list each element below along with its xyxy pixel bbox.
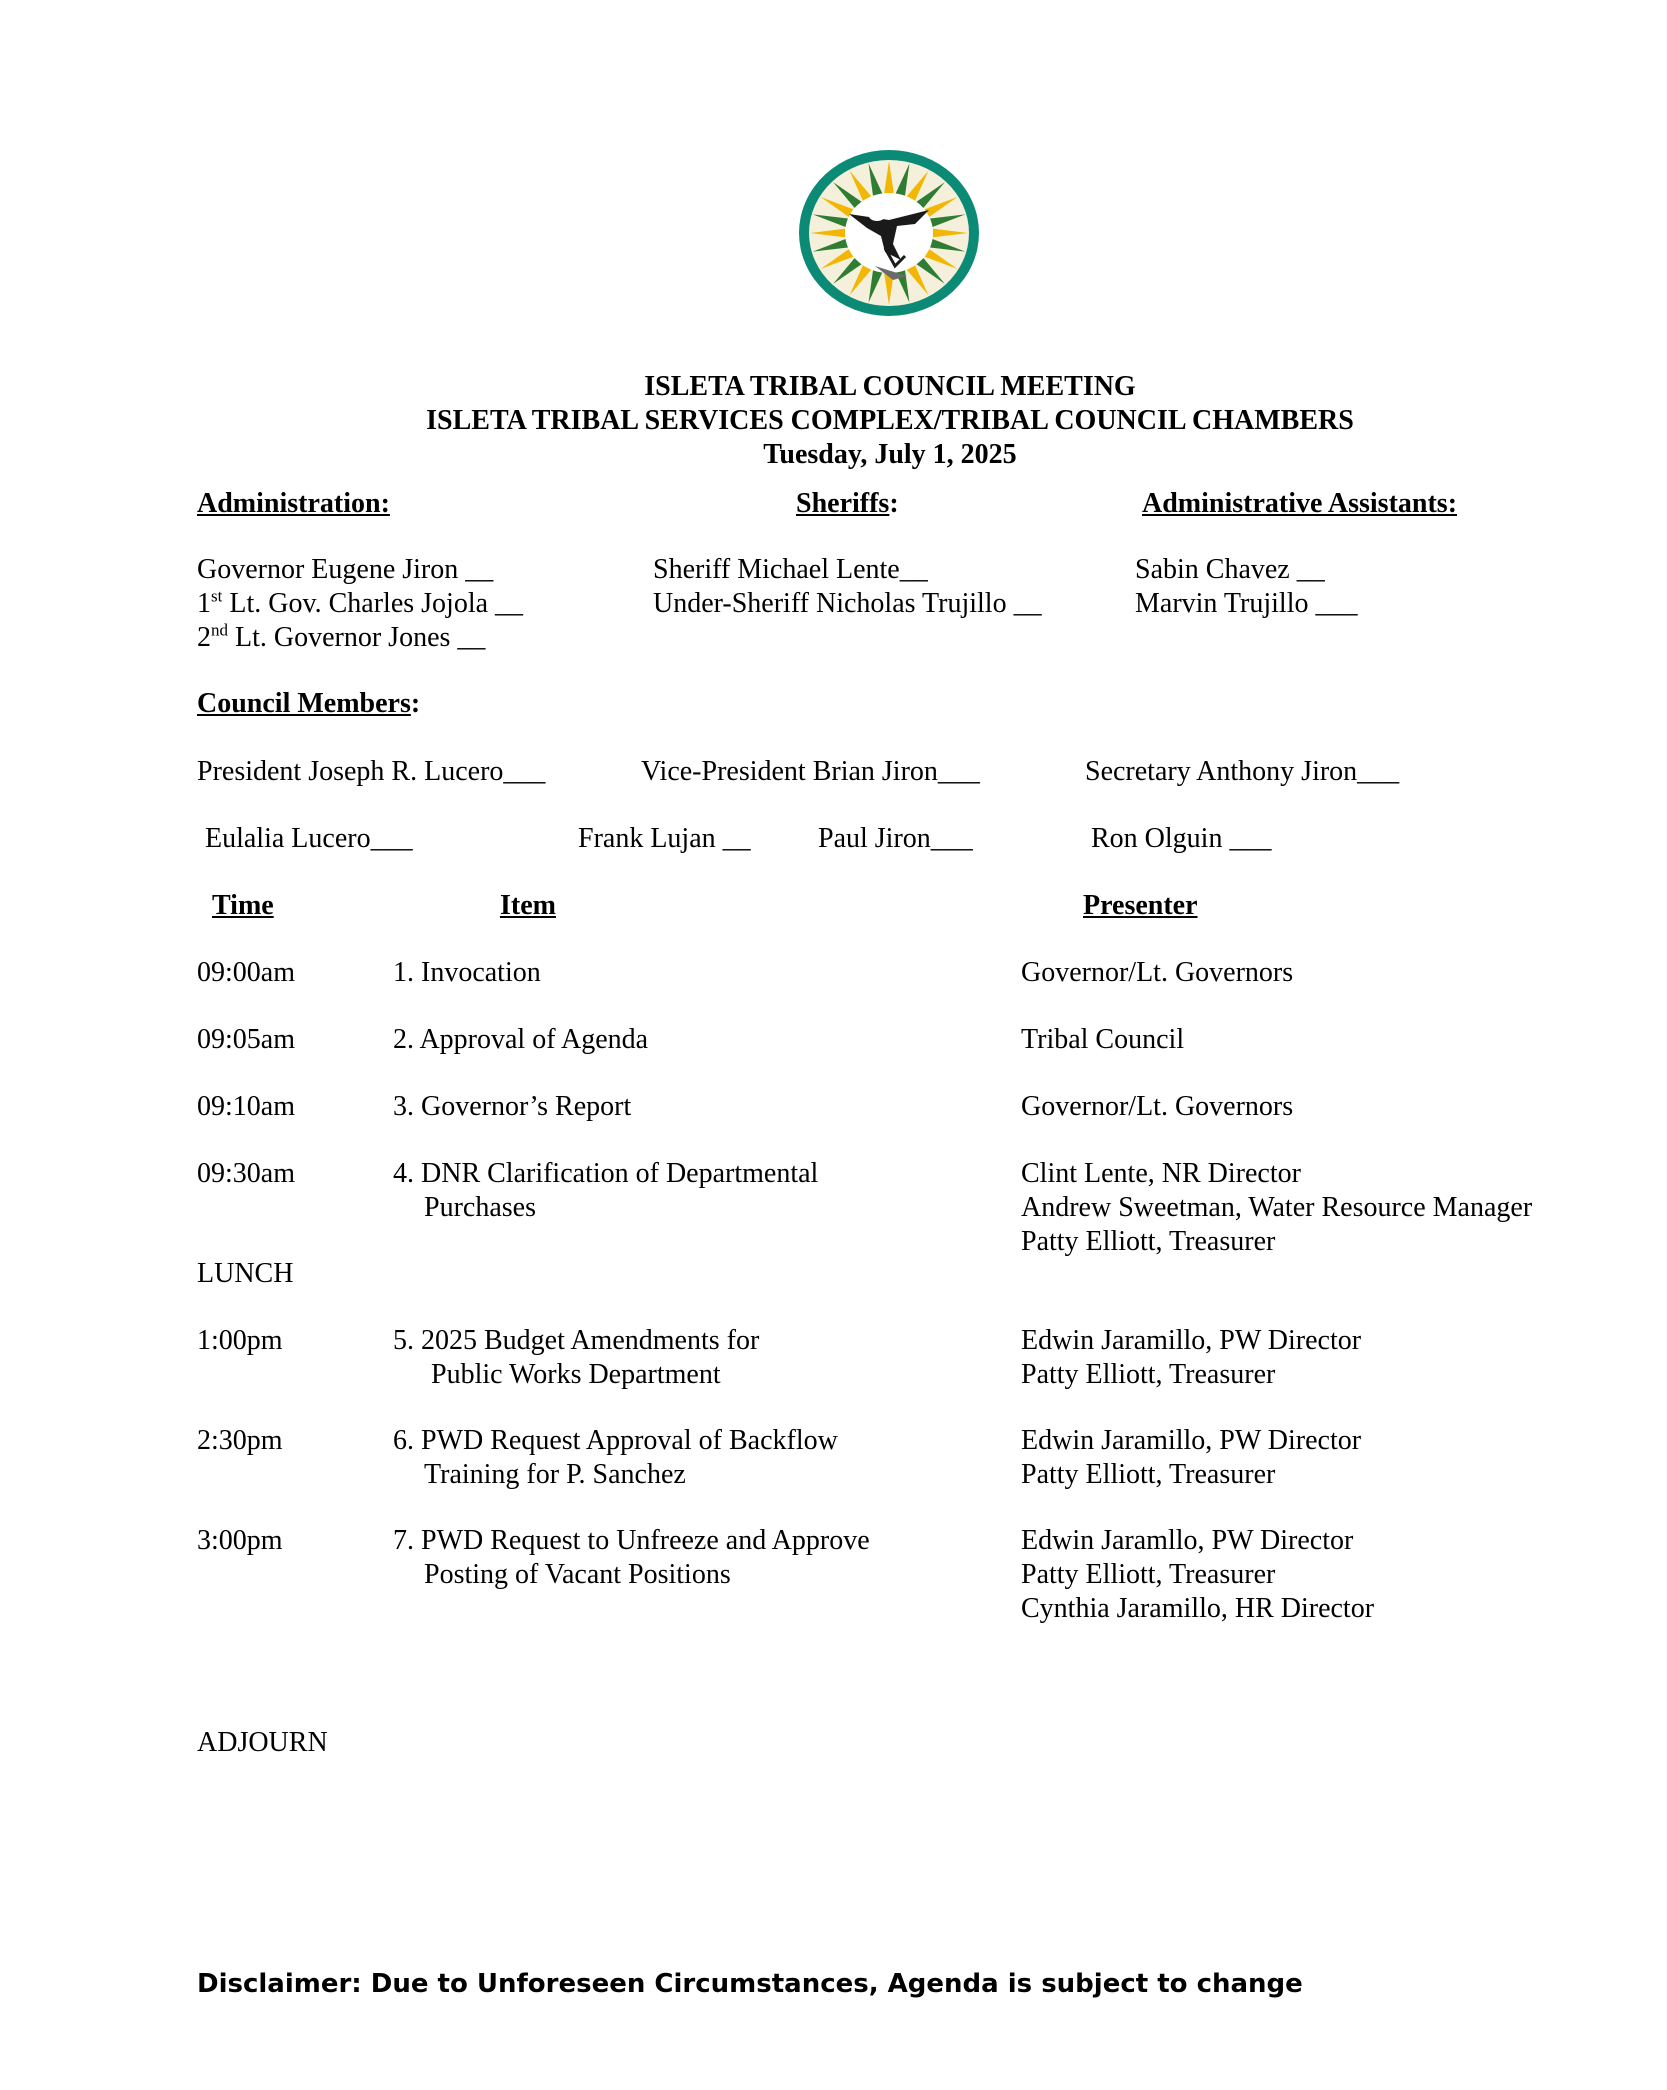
agenda-time: 1:00pm (197, 1325, 283, 1356)
administration-heading: Administration: (197, 488, 390, 519)
agenda-item: 2. Approval of Agenda (393, 1024, 649, 1055)
agenda-time: 3:00pm (197, 1525, 283, 1556)
agenda-adjourn: ADJOURN (197, 1727, 328, 1758)
meeting-title: ISLETA TRIBAL COUNCIL MEETING (644, 371, 1136, 402)
assistants-heading: Administrative Assistants: (1142, 488, 1458, 519)
sheriff-entry: Sheriff Michael Lente__ (653, 554, 928, 585)
agenda-lunch: LUNCH (197, 1258, 294, 1289)
council-secretary: Secretary Anthony Jiron___ (1085, 756, 1400, 787)
agenda-item: 3. Governor’s Report (393, 1091, 632, 1122)
agenda-time: 2:30pm (197, 1425, 283, 1456)
agenda-presenter: Andrew Sweetman, Water Resource Manager (1021, 1192, 1533, 1223)
governor-entry: Governor Eugene Jiron __ (197, 554, 494, 585)
assistant-entry: Sabin Chavez __ (1135, 554, 1325, 585)
meeting-location: ISLETA TRIBAL SERVICES COMPLEX/TRIBAL COUNCIL CHAMBERS (426, 405, 1354, 436)
council-member: Ron Olguin ___ (1091, 823, 1272, 854)
council-heading: Council Members: (197, 688, 421, 719)
isleta-pueblo-seal-icon (797, 148, 981, 318)
sheriffs-heading: Sheriffs: (796, 488, 899, 519)
agenda-time-header: Time (212, 890, 274, 921)
agenda-item: 4. DNR Clarification of Departmental (393, 1158, 819, 1189)
agenda-presenter: Governor/Lt. Governors (1021, 1091, 1294, 1122)
agenda-item-continuation: Training for P. Sanchez (424, 1459, 686, 1490)
agenda-time: 09:30am (197, 1158, 295, 1189)
agenda-item: 7. PWD Request to Unfreeze and Approve (393, 1525, 870, 1556)
agenda-item: 6. PWD Request Approval of Backflow (393, 1425, 838, 1456)
agenda-item-header: Item (500, 890, 556, 921)
agenda-presenter: Governor/Lt. Governors (1021, 957, 1294, 988)
agenda-presenter: Clint Lente, NR Director (1021, 1158, 1301, 1189)
agenda-presenter: Patty Elliott, Treasurer (1021, 1559, 1276, 1590)
second-lt-governor-entry: 2nd Lt. Governor Jones __ (197, 620, 486, 653)
agenda-time: 09:05am (197, 1024, 295, 1055)
agenda-presenter: Cynthia Jaramillo, HR Director (1021, 1593, 1375, 1624)
council-president: President Joseph R. Lucero___ (197, 756, 546, 787)
agenda-item-continuation: Public Works Department (431, 1359, 721, 1390)
assistant-entry: Marvin Trujillo ___ (1135, 588, 1358, 619)
agenda-presenter: Edwin Jaramillo, PW Director (1021, 1425, 1362, 1456)
agenda-presenter: Edwin Jaramillo, PW Director (1021, 1325, 1362, 1356)
meeting-date: Tuesday, July 1, 2025 (763, 439, 1017, 470)
agenda-presenter: Patty Elliott, Treasurer (1021, 1226, 1276, 1257)
agenda-presenter-header: Presenter (1083, 890, 1198, 921)
agenda-presenter: Tribal Council (1021, 1024, 1185, 1055)
council-member: Frank Lujan __ (578, 823, 751, 854)
agenda-item-continuation: Purchases (424, 1192, 536, 1223)
under-sheriff-entry: Under-Sheriff Nicholas Trujillo __ (653, 588, 1042, 619)
first-lt-governor-entry: 1st Lt. Gov. Charles Jojola __ (197, 586, 524, 619)
agenda-presenter: Patty Elliott, Treasurer (1021, 1359, 1276, 1390)
agenda-item: 5. 2025 Budget Amendments for (393, 1325, 760, 1356)
council-vice-president: Vice-President Brian Jiron___ (641, 756, 980, 787)
council-member: Eulalia Lucero___ (205, 823, 413, 854)
agenda-time: 09:00am (197, 957, 295, 988)
agenda-time: 09:10am (197, 1091, 295, 1122)
agenda-item-continuation: Posting of Vacant Positions (424, 1559, 731, 1590)
council-member: Paul Jiron___ (818, 823, 973, 854)
agenda-presenter: Edwin Jaramllo, PW Director (1021, 1525, 1354, 1556)
agenda-presenter: Patty Elliott, Treasurer (1021, 1459, 1276, 1490)
disclaimer: Disclaimer: Due to Unforeseen Circumstances, Agenda is subject to change (197, 1969, 1303, 1999)
agenda-item: 1. Invocation (393, 957, 541, 988)
